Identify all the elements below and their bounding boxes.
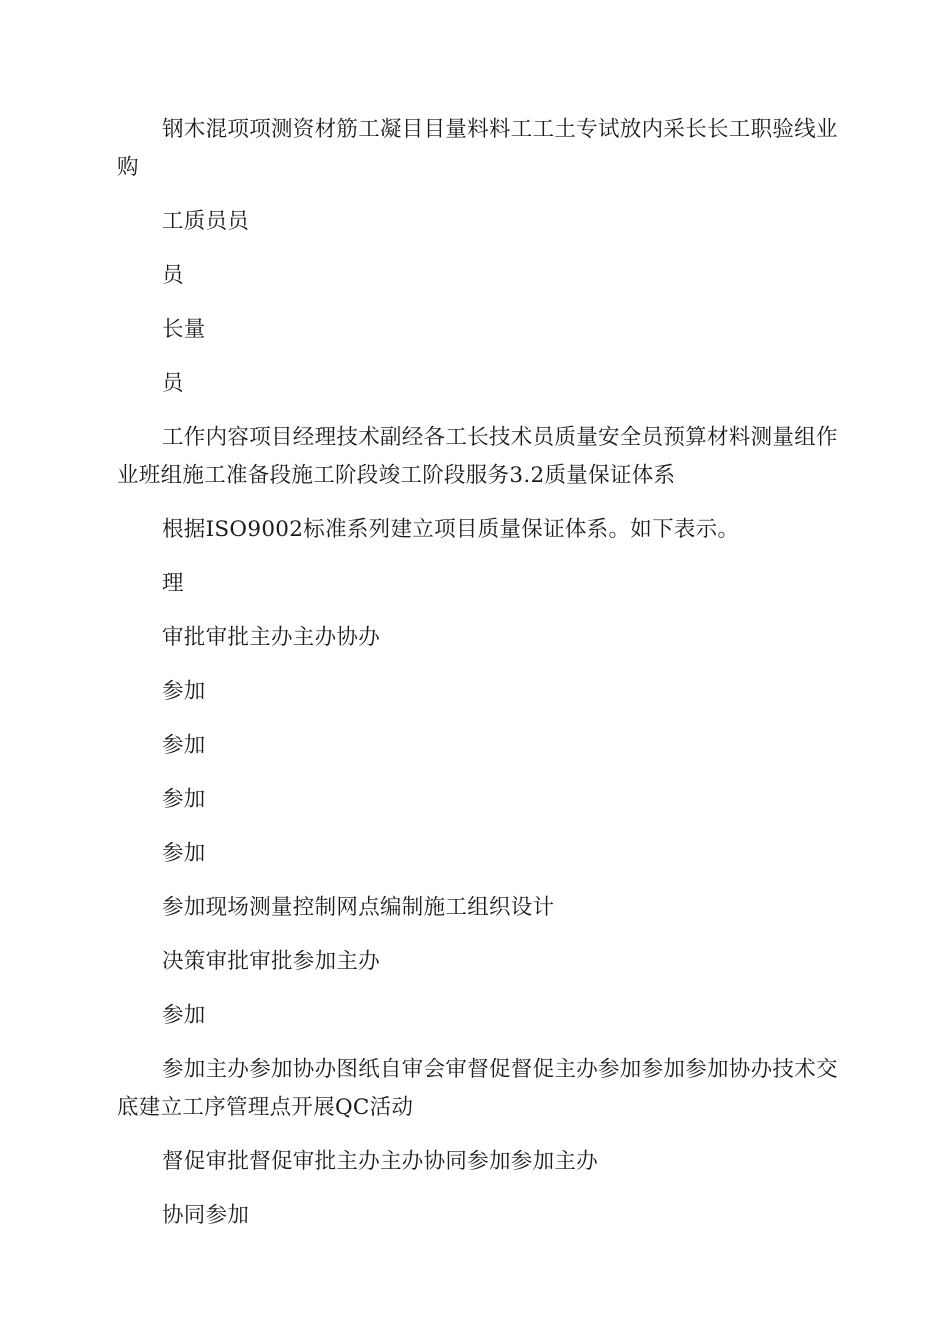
paragraph-cooperate: 协同参加 xyxy=(162,1203,250,1228)
paragraph-participate-4: 参加 xyxy=(162,841,206,866)
paragraph-fragment-li: 理 xyxy=(162,571,184,596)
paragraph-supervise: 督促审批督促审批主办主办协同参加参加主办 xyxy=(162,1149,599,1174)
paragraph-work-content: 工作内容项目经理技术副经各工长技术员质量安全员预算材料测量组作业班组施工准备段施工阶段竣工阶段服务3.2质量保证体系 xyxy=(117,425,838,488)
paragraph-participate-5: 参加 xyxy=(162,1003,206,1028)
paragraph-staff-fragment-2: 员 xyxy=(162,263,184,288)
paragraph-participate-3: 参加 xyxy=(162,787,206,812)
paragraph-approval-1: 审批审批主办主办协办 xyxy=(162,625,381,650)
paragraph-decision: 决策审批审批参加主办 xyxy=(162,949,381,974)
paragraph-drawing-review: 参加主办参加协办图纸自审会审督促督促主办参加参加参加协办技术交底建立工序管理点开展QC活动 xyxy=(117,1057,838,1120)
paragraph-survey-control: 参加现场测量控制网点编制施工组织设计 xyxy=(162,895,555,920)
paragraph-staff-roles: 钢木混项项测资材筋工凝目目量料料工工土专试放内采长长工职验线业购 xyxy=(117,117,838,180)
paragraph-staff-fragment-4: 员 xyxy=(162,371,184,396)
paragraph-staff-fragment-3: 长量 xyxy=(162,317,206,342)
paragraph-staff-fragment-1: 工质员员 xyxy=(162,209,250,234)
paragraph-iso-system: 根据ISO9002标准系列建立项目质量保证体系。如下表示。 xyxy=(162,517,740,542)
paragraph-participate-2: 参加 xyxy=(162,733,206,758)
paragraph-participate-1: 参加 xyxy=(162,679,206,704)
